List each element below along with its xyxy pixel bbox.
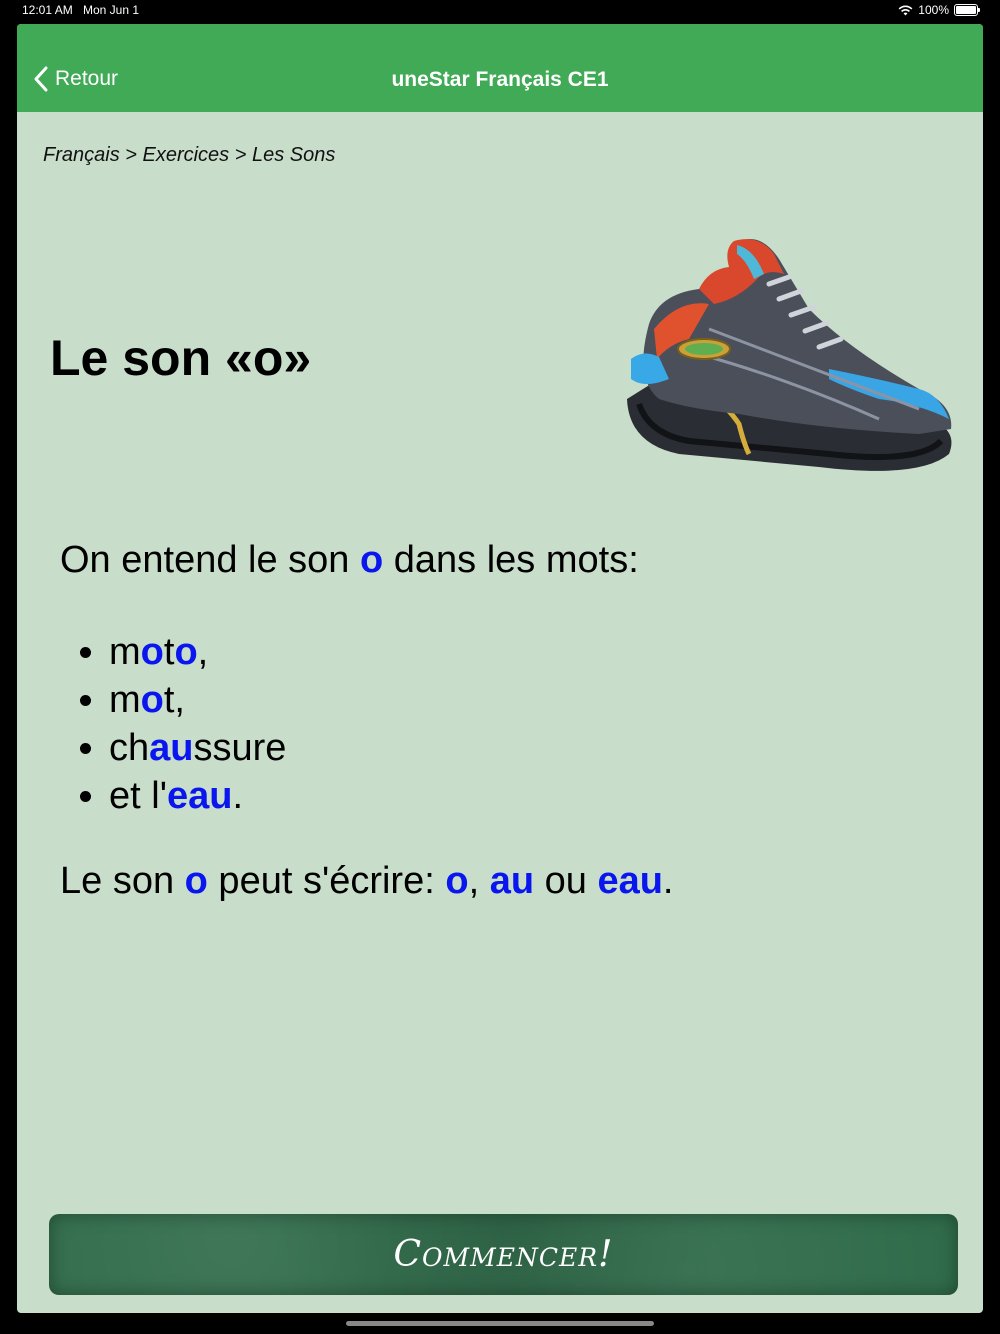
status-bar bbox=[0, 0, 1000, 22]
intro-suffix: dans les mots: bbox=[383, 539, 639, 581]
lesson-title: Le son «o» bbox=[50, 330, 312, 386]
breadcrumb: Français > Exercices > Les Sons bbox=[43, 144, 336, 166]
battery-icon bbox=[954, 4, 978, 16]
intro-prefix: On entend le son bbox=[60, 539, 360, 581]
intro-highlight: o bbox=[360, 539, 384, 581]
status-date: Mon Jun 1 bbox=[83, 3, 140, 17]
back-label: Retour bbox=[55, 67, 119, 90]
app-screen bbox=[17, 24, 983, 1313]
status-time: 12:01 AM bbox=[22, 3, 73, 17]
sneaker-illustration bbox=[619, 229, 959, 479]
intro-sentence bbox=[60, 539, 639, 582]
summary-sentence: Le son o peut s'écrire: o, au ou eau. bbox=[60, 860, 674, 902]
battery-percent: 100% bbox=[918, 3, 949, 17]
list-item: • chaussure bbox=[109, 724, 286, 772]
list-item: • et l'eau. bbox=[109, 772, 286, 820]
example-word-list bbox=[77, 628, 286, 820]
navigation-bar bbox=[17, 24, 983, 112]
status-right bbox=[898, 3, 978, 17]
start-button-label: Commencer! bbox=[393, 1234, 614, 1275]
home-indicator[interactable] bbox=[346, 1321, 654, 1326]
list-item: • moto, bbox=[109, 628, 286, 676]
nav-title: uneStar Français CE1 bbox=[391, 68, 609, 91]
start-button[interactable] bbox=[49, 1214, 958, 1295]
wifi-icon bbox=[898, 5, 913, 16]
list-item: • mot, bbox=[109, 676, 286, 724]
